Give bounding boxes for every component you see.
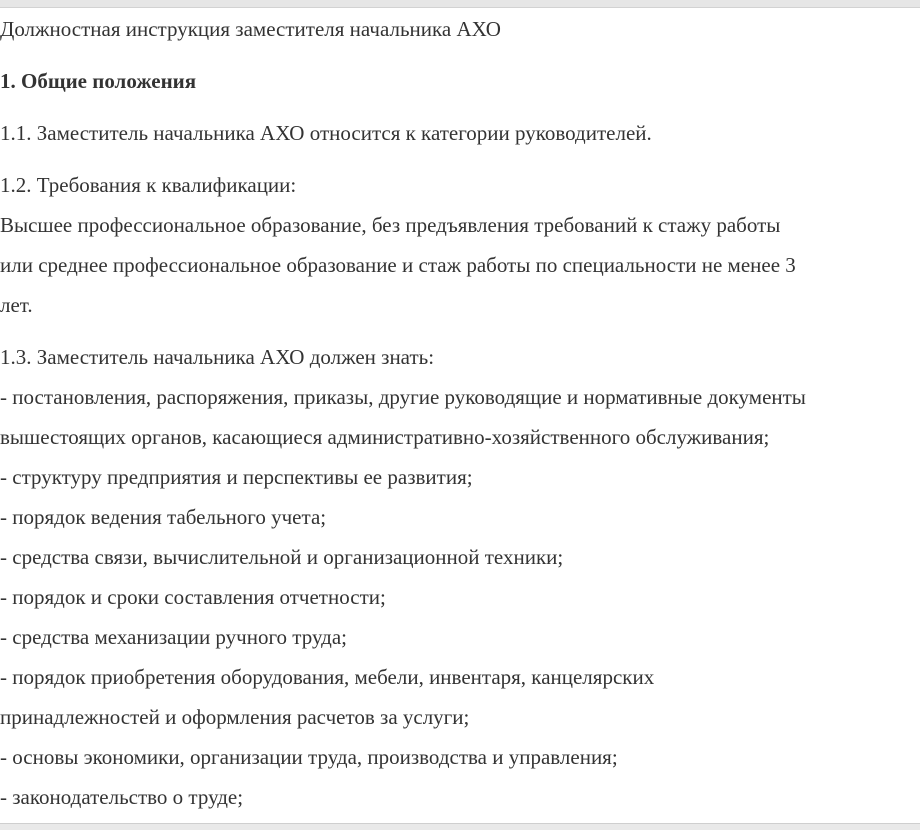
qualification-line: или среднее профессиональное образование и стаж работы по специальности не менее 3 [0, 253, 796, 277]
qualification-line: Высшее профессиональное образование, без предъявления требований к стажу работы [0, 213, 781, 237]
knowledge-list-item: - структуру предприятия и перспективы ее развития; [0, 465, 473, 489]
knowledge-list-item: - средства связи, вычислительной и организационной техники; [0, 545, 564, 569]
document-body [0, 9, 915, 817]
section-heading-general: 1. Общие положения [0, 69, 197, 93]
knowledge-list-item: - постановления, распоряжения, приказы, другие руководящие и нормативные документы [0, 385, 806, 409]
knowledge-list-item: - порядок приобретения оборудования, мебели, инвентаря, канцелярских [0, 665, 655, 689]
knowledge-list-item: - порядок ведения табельного учета; [0, 505, 327, 529]
knowledge-list-item: принадлежностей и оформления расчетов за услуги; [0, 705, 470, 729]
top-scroll-edge [0, 0, 920, 8]
paragraph-1-3-heading: 1.3. Заместитель начальника АХО должен знать: [0, 345, 435, 369]
knowledge-list-item: - законодательство о труде; [0, 785, 244, 809]
knowledge-list-item: - основы экономики, организации труда, производства и управления; [0, 745, 618, 769]
knowledge-list-item: вышестоящих органов, касающиеся административно-хозяйственного обслуживания; [0, 425, 770, 449]
document-title: Должностная инструкция заместителя начальника АХО [0, 17, 501, 41]
knowledge-list-item: - средства механизации ручного труда; [0, 625, 347, 649]
paragraph-1-2-heading: 1.2. Требования к квалификации: [0, 173, 297, 197]
bottom-scroll-edge[interactable] [0, 823, 920, 830]
paragraph-1-1: 1.1. Заместитель начальника АХО относится к категории руководителей. [0, 121, 652, 145]
knowledge-list-item: - порядок и сроки составления отчетности; [0, 585, 386, 609]
qualification-line: лет. [0, 293, 33, 317]
